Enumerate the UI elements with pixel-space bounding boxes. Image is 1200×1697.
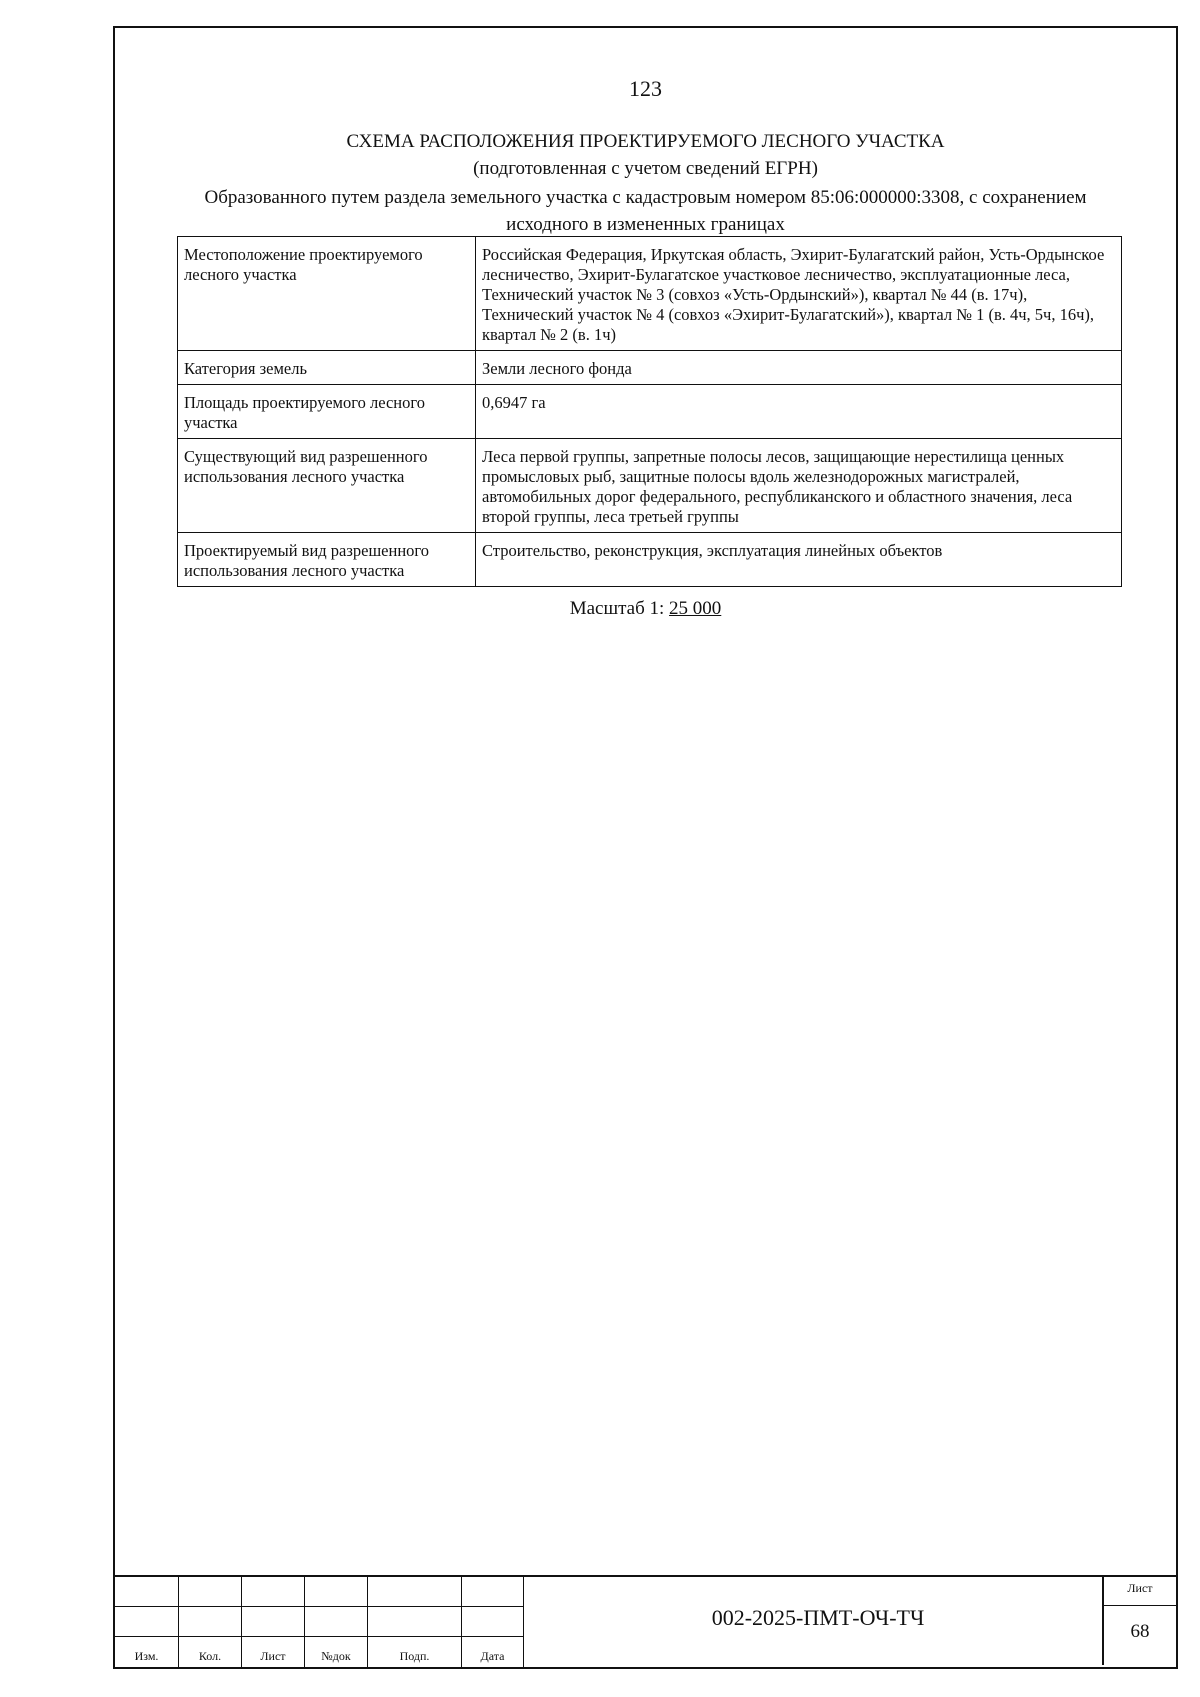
row-label: Проектируемый вид разрешенного использования лесного участка — [178, 533, 476, 587]
row-label: Категория земель — [178, 351, 476, 385]
row-label: Площадь проектируемого лесного участка — [178, 385, 476, 439]
stamp-cell — [462, 1577, 524, 1667]
row-value: Леса первой группы, запретные полосы лесов, защищающие нерестилища ценных промысловых рыб, защитные полосы вдоль железнодорожных магистралей, автомобильных дорог федерального, республиканского и областного значения, леса второй группы, леса третьей группы — [476, 439, 1122, 533]
stamp-cell — [368, 1577, 462, 1667]
document-description: Образованного путем раздела земельного участка с кадастровым номером 85:06:000000:3308, с сохранением исходного в измененных границах — [204, 187, 1087, 235]
row-label: Существующий вид разрешенного использования лесного участка — [178, 439, 476, 533]
stamp-col-label: Кол. — [198, 1649, 222, 1663]
stamp-cell — [305, 1577, 368, 1667]
table-row — [178, 385, 1122, 439]
stamp-col-label: Лист — [260, 1649, 286, 1663]
row-value: Российская Федерация, Иркутская область, Эхирит-Булагатский район, Усть-Ордынское лесничество, Эхирит-Булагатское участковое лесничество, эксплуатационные леса, Технический участок № 3 (совхоз «Усть-Ордынский»), квартал № 44 (в. 17ч), Технический участок № 4 (совхоз «Эхирит-Булагатский»), квартал № 1 (в. 4ч, 5ч, 16ч), квартал № 2 (в. 1ч) — [476, 237, 1122, 351]
map-scale — [115, 598, 1176, 620]
document-code: 002-2025-ПМТ-ОЧ-ТЧ — [711, 1605, 925, 1630]
scale-prefix: Масштаб 1: — [569, 598, 670, 619]
document-title: СХЕМА РАСПОЛОЖЕНИЯ ПРОЕКТИРУЕМОГО ЛЕСНОГО УЧАСТКА — [346, 131, 945, 152]
stamp-cell — [242, 1577, 305, 1667]
row-value: Земли лесного фонда — [476, 351, 1122, 385]
stamp-col-label: Изм. — [134, 1649, 159, 1663]
scale-value: 25 000 — [669, 598, 722, 619]
row-label: Местоположение проектируемого лесного участка — [178, 237, 476, 351]
stamp-col-label: Подп. — [399, 1649, 430, 1663]
sheet-number: 68 — [1130, 1621, 1150, 1642]
stamp-col-label: Дата — [480, 1649, 505, 1663]
parcel-info-table — [177, 236, 1122, 587]
table-row — [178, 351, 1122, 385]
stamp-cell — [115, 1577, 179, 1667]
sheet-box — [1102, 1577, 1176, 1665]
table-row — [178, 533, 1122, 587]
table-row — [178, 439, 1122, 533]
row-value: Строительство, реконструкция, эксплуатация линейных объектов — [476, 533, 1122, 587]
sheet-divider — [1104, 1605, 1176, 1606]
stamp-cell — [179, 1577, 242, 1667]
page-frame — [113, 26, 1178, 1669]
row-value: 0,6947 га — [476, 385, 1122, 439]
sheet-label: Лист — [1127, 1581, 1153, 1595]
table-row — [178, 237, 1122, 351]
document-subtitle: (подготовленная с учетом сведений ЕГРН) — [473, 158, 818, 179]
title-block — [115, 1575, 1176, 1667]
stamp-col-label: №док — [321, 1649, 351, 1663]
page-number: 123 — [629, 76, 662, 101]
